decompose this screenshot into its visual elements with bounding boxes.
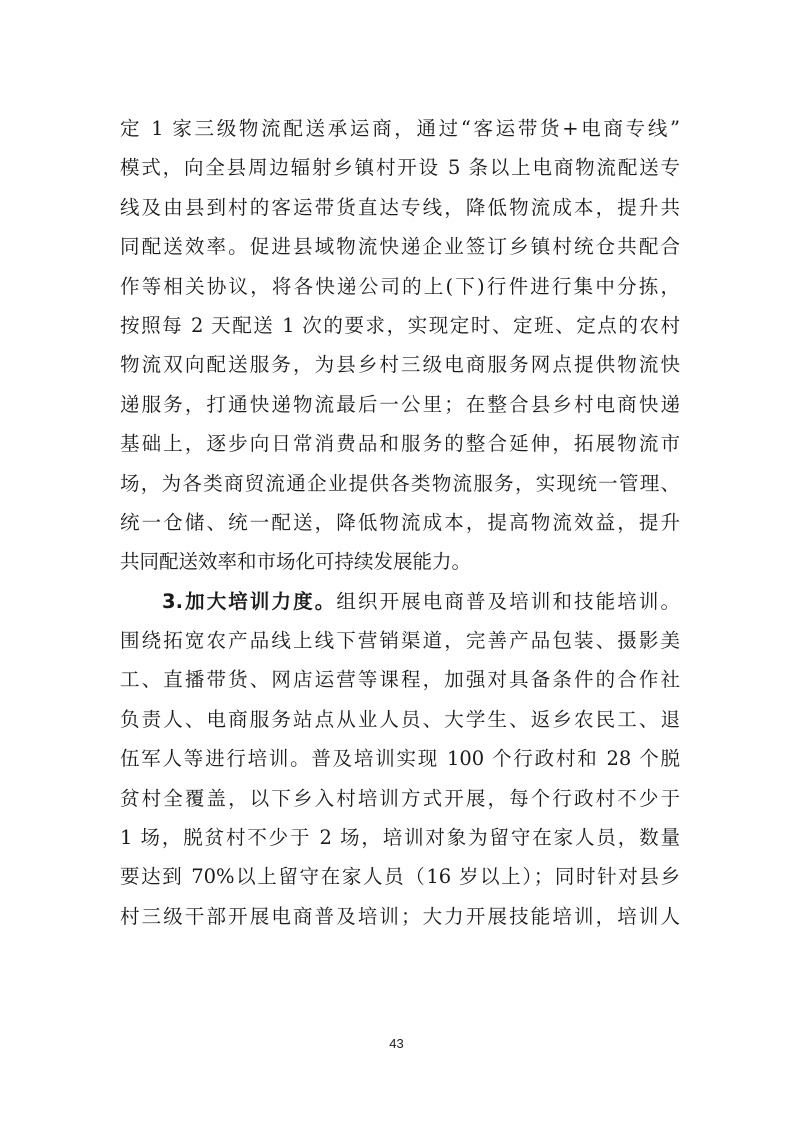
text-line: 要达到 70%以上留守在家人员（16 岁以上）；同时针对县乡 — [120, 865, 680, 889]
text-line: 模式，向全县周边辐射乡镇村开设 5 条以上电商物流配送专 — [120, 156, 680, 180]
text-line: 基础上，逐步向日常消费品和服务的整合延伸，拓展物流市 — [120, 432, 680, 456]
text-line: 线及由县到村的客运带货直达专线，降低物流成本，提升共 — [120, 195, 680, 219]
text-line: 定 1 家三级物流配送承运商，通过“客运带货+电商专线” — [120, 117, 680, 140]
text-line: 围绕拓宽农产品线上线下营销渠道，完善产品包装、摄影美 — [120, 629, 680, 653]
section-heading-line — [120, 582, 680, 621]
text-line: 贫村全覆盖，以下乡入村培训方式开展，每个行政村不少于 — [120, 786, 680, 810]
text-line: 按照每 2 天配送 1 次的要求，实现定时、定班、定点的农村 — [120, 313, 680, 337]
text-line: 场，为各类商贸流通企业提供各类物流服务，实现统一管理、 — [120, 471, 680, 495]
text-line: 工、直播带货、网店运营等课程，加强对具备条件的合作社 — [120, 668, 680, 692]
text-line: 统一仓储、统一配送，降低物流成本，提高物流效益，提升 — [120, 510, 680, 534]
text-line: 1 场，脱贫村不少于 2 场，培训对象为留守在家人员，数量 — [120, 826, 680, 850]
text-line: 村三级干部开展电商普及培训；大力开展技能培训，培训人 — [120, 904, 680, 928]
text-line: 共同配送效率和市场化可持续发展能力。 — [120, 550, 472, 574]
section-heading: 3.加大培训力度。 — [162, 589, 337, 613]
body-text — [120, 109, 680, 936]
page-number: 43 — [389, 1036, 404, 1051]
text-line: 物流双向配送服务，为县乡村三级电商服务网点提供物流快 — [120, 353, 680, 377]
text-line: 作等相关协议，将各快递公司的上(下)行件进行集中分拣， — [120, 274, 680, 298]
text-line: 伍军人等进行培训。普及培训实现 100 个行政村和 28 个脱 — [120, 747, 680, 771]
heading-line-text: 组织开展电商普及培训和技能培训。 — [336, 589, 680, 613]
text-line: 同配送效率。促进县域物流快递企业签订乡镇村统仓共配合 — [120, 235, 680, 259]
text-line: 递服务，打通快递物流最后一公里；在整合县乡村电商快递 — [120, 392, 680, 416]
text-line: 负责人、电商服务站点从业人员、大学生、返乡农民工、退 — [120, 707, 680, 731]
